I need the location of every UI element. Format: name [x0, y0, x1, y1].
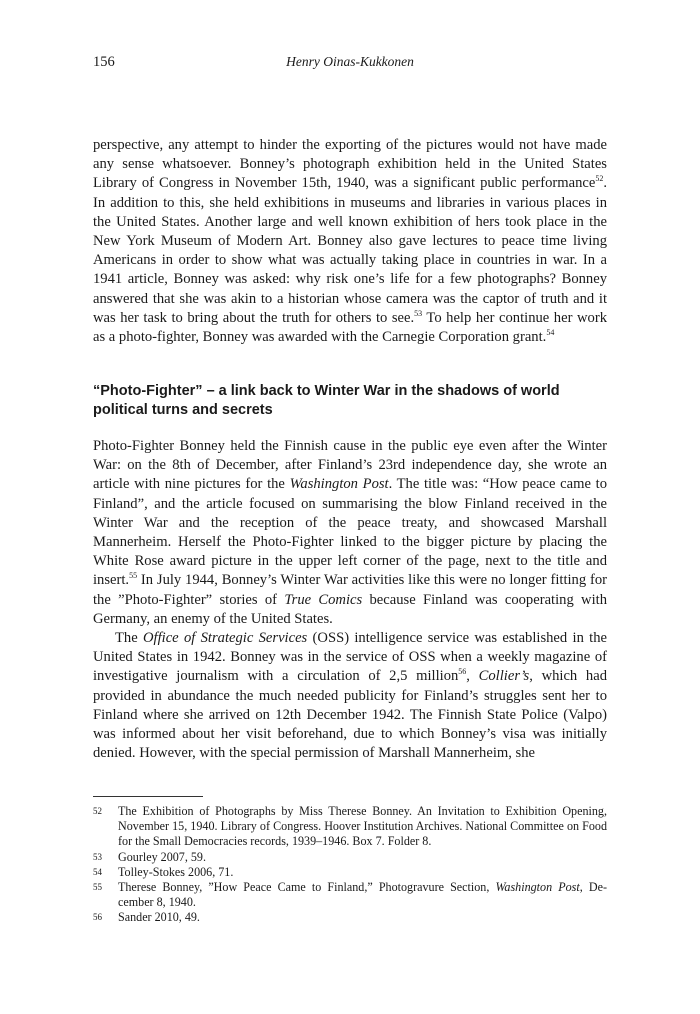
- footnote-divider: [93, 796, 203, 797]
- page-number: 156: [93, 54, 115, 70]
- footnote-55: 55 Therese Bonney, ”How Peace Came to Finland,” Photogravure Section, Washington Post, De-cember 8, 1940.: [93, 880, 607, 910]
- footnote-53: 53 Gourley 2007, 59.: [93, 849, 207, 864]
- running-title: Henry Oinas-Kukkonen: [286, 54, 414, 69]
- footnote-ref-56[interactable]: 56: [458, 667, 467, 677]
- footnote-52: 52 The Exhibition of Photographs by Miss Therese Bonney. An Invitation to Exhibition Opening, November 15, 1940. Library of Congress. Hoover Institution Archives. National Committee on Food for the Small Democracies records, 1939–1946. Box 7. Folder 8.: [93, 804, 607, 849]
- paragraph: The Office of Strategic Services (OSS) intelligence service was established in the United States in 1942. Bonney was in the service of OSS when a weekly magazine of investigative journalism with a circulation of 2,5 million$^{56}$, Collier’s, which had provided in abundance the much needed publicity for Finland’s struggles sent her to Finland where she arrived on 12th December 1942. The Finnish State Police (Valpo) was informed about her visit beforehand, due to which Bonney’s visa was initially denied. However, with the special permission of Marshall Mannerheim, she: [93, 630, 608, 762]
- body-paragraph-1: [93, 136, 607, 347]
- footnotes: [93, 804, 607, 926]
- body-paragraphs-2: [93, 437, 607, 763]
- footnote-ref-54[interactable]: 54: [546, 328, 555, 338]
- footnote-ref-55[interactable]: 55: [129, 571, 138, 581]
- paragraph: perspective, any attempt to hinder the exporting of the pictures would not have made any sense whatsoever. Bonney’s photograph exhibition held in the United States Library of Congress in November 15th, 1940, was a significant public performance$^{52}$. In addition to this, she held exhibitions in museums and libraries in various places in the United States. Another large and well known exhibition of hers took place in the New York Museum of Modern Art. Bonney also gave lectures to peace time living Americans in order to show what was actually taking place in countries in war. In a 1941 article, Bonney was asked: why risk one’s life for a few photographs? Bonney answered that she was akin to a historian whose camera was the captor of truth and it was her task to bring about the truth for others to see.$^{53}$ To help her continue her work as a photo-fighter, Bonney was awarded with the Carnegie Corporation grant.$^{54}$: [93, 137, 607, 346]
- paragraph: Photo-Fighter Bonney held the Finnish cause in the public eye even after the Winter War: on the 8th of December, after Finland’s 23rd independence day, she wrote an article with nine pictures for the Washington Post. The title was: “How peace came to Finland”, and the article focused on summarising the blow Finland received in the Winter War and the reception of the peace treaty, and showcased Marshall Mannerheim. Herself the Photo-Fighter linked to the bigger picture by placing the White Rose award picture in the upper left corner of the page, next to the title and insert.$^{55}$ In July 1944, Bonney’s Winter War activities like this were no longer fitting for the ”Photo-Fighter” stories of True Comics because Finland was cooperating with Germany, an enemy of the United States.: [93, 438, 607, 627]
- footnote-ref-52[interactable]: 52: [595, 174, 604, 184]
- section-heading: “Photo-Fighter” – a link back to Winter War in the shadows of world political turns and secrets: [93, 383, 560, 418]
- footnote-56: 56 Sander 2010, 49.: [93, 910, 200, 925]
- footnote-ref-53[interactable]: 53: [414, 308, 423, 318]
- footnote-54: 54 Tolley-Stokes 2006, 71.: [93, 864, 234, 879]
- running-header: [93, 54, 607, 74]
